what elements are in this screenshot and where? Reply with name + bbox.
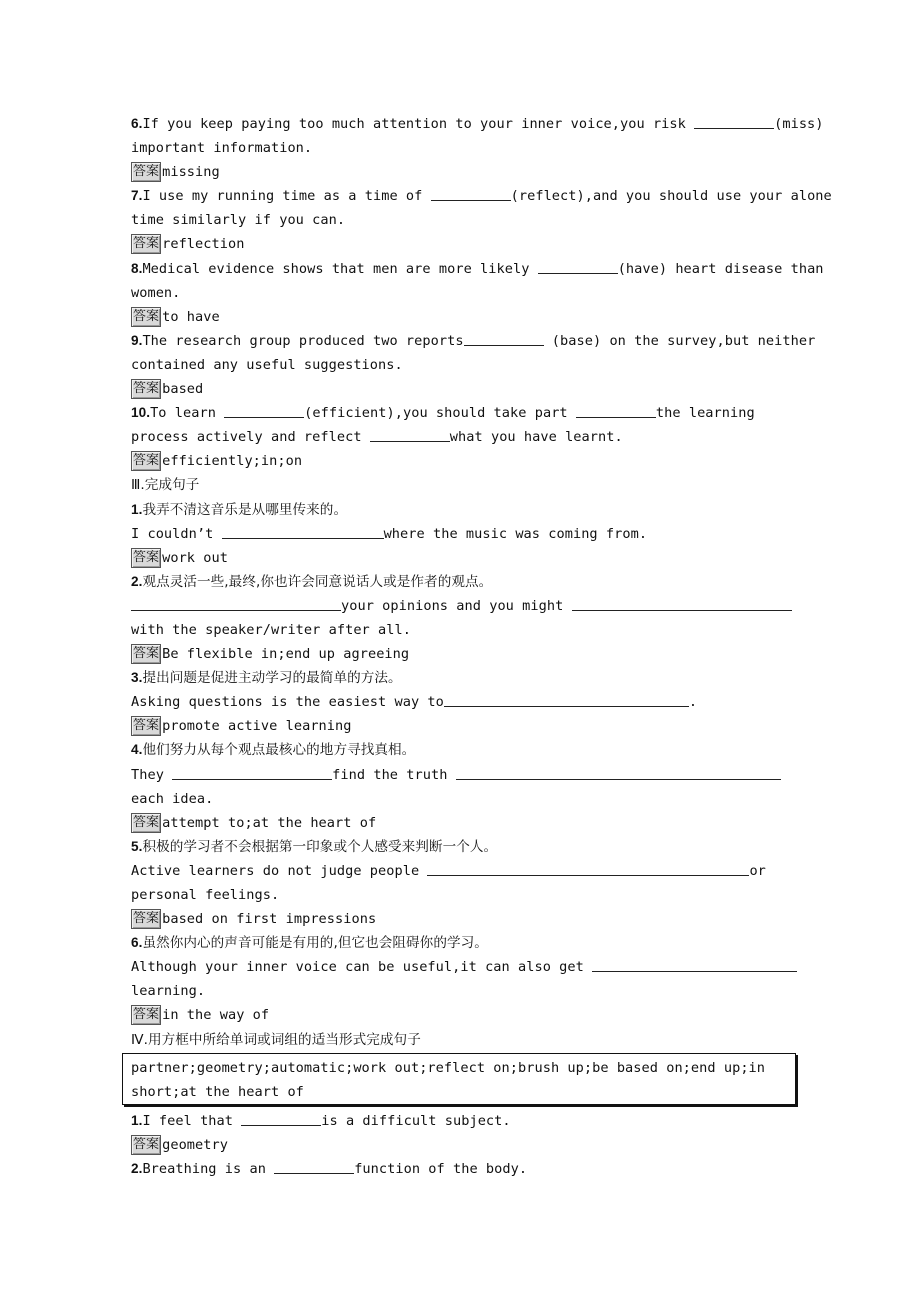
answer-badge: 答案 <box>131 307 161 327</box>
answer-row: 答案 in the way of <box>133 1007 270 1024</box>
sentence-3-1: I couldn’t where the music was coming from. <box>131 525 648 542</box>
answer-row: 答案 to have <box>133 308 220 325</box>
answer-badge: 答案 <box>131 451 161 471</box>
answer-badge: 答案 <box>131 234 161 254</box>
answer-badge: 答案 <box>131 1005 161 1025</box>
answer-blank[interactable] <box>172 765 332 780</box>
answer-row: 答案 attempt to;at the heart of <box>133 814 377 831</box>
question-10: 10.To learn (efficient),you should take part the learning <box>131 405 755 422</box>
answer-row: 答案 efficiently;in;on <box>133 453 303 470</box>
answer-badge: 答案 <box>131 909 161 929</box>
answer-badge: 答案 <box>131 379 161 399</box>
answer-row: 答案 reflection <box>133 236 245 253</box>
answer-badge: 答案 <box>131 548 161 568</box>
sentence-3-2: your opinions and you might <box>131 594 791 618</box>
word-bank-box: partner;geometry;automatic;work out;reflect on;brush up;be based on;end up;in short;at the heart of <box>122 1053 796 1105</box>
answer-row: 答案 based <box>133 381 204 398</box>
question-8: 8.Medical evidence shows that men are more likely (have) heart disease than <box>131 260 824 277</box>
answer-blank[interactable] <box>241 1111 321 1126</box>
section-3-heading: Ⅲ.完成句子 <box>131 477 200 494</box>
answer-blank[interactable] <box>456 765 781 780</box>
answer-blank[interactable] <box>131 596 341 611</box>
sentence-3-6: Although your inner voice can be useful,it can also get <box>131 955 791 979</box>
answer-badge: 答案 <box>131 813 161 833</box>
worksheet-page: 6.If you keep paying too much attention to your inner voice,you risk (miss) important information. 答案 missing 7.I use my running time as a time of (reflect),and you should use your alone time similarly if you can. 答案 reflection 8.Medical evidence shows that men are more likely (have) heart disease than women. 答案 to have 9.The research group produced two reports (base) on the survey,but neither contained any useful suggestions. 答案 based 10.To learn (efficient),you should take part the learning process actively and reflect what you have learnt. 答案 efficiently;in;on Ⅲ.完成句子 1.我弄不清这音乐是从哪里传来的。 I couldn’t where the music was coming from. 答案 work out 2.观点灵活一些,最终,你也许会同意说话人或是作者的观点。 your opinions and you might with the speaker/writer after all. 答案 Be flexible in;end up agreeing 3.提出问题是促进主动学习的最简单的方法。 Asking questions is the easiest way to . 答案 promote active learning 4.他们努力从每个观点最核心的地方寻找真相。 They find the truth each idea. 答案 attempt to;at the heart of 5.积极的学习者不会根据第一印象或个人感受来判断一个人。 Active learners do not judge people or personal feelings. 答案 based on first impressions 6.虽然你内心的声音可能是有用的,但它也会阻碍你的学习。 Although your inner voice can be useful,it can also get learning. 答案 in the way of Ⅳ.用方框中所给单词或词组的适当形式完成句子 <box>131 112 791 1052</box>
answer-blank[interactable] <box>274 1159 354 1174</box>
answer-row: 答案 Be flexible in;end up agreeing <box>133 646 410 663</box>
answer-row: 答案 missing <box>133 164 220 181</box>
answer-row: 答案 geometry <box>133 1137 228 1154</box>
answer-blank[interactable] <box>592 957 797 972</box>
answer-blank[interactable] <box>538 259 618 274</box>
answer-blank[interactable] <box>694 114 774 129</box>
answer-badge: 答案 <box>131 644 161 664</box>
question-7: 7.I use my running time as a time of (reflect),and you should use your alone <box>131 188 832 205</box>
section-4-questions <box>131 1109 791 1181</box>
sentence-3-3: Asking questions is the easiest way to . <box>131 694 698 711</box>
answer-row: 答案 based on first impressions <box>133 911 377 928</box>
question-6: 6.If you keep paying too much attention to your inner voice,you risk (miss) <box>131 116 824 132</box>
answer-blank[interactable] <box>444 692 689 707</box>
answer-blank[interactable] <box>222 524 384 539</box>
sentence-4-1: 1.I feel that is a difficult subject. <box>131 1113 511 1129</box>
answer-badge: 答案 <box>131 162 161 182</box>
answer-blank[interactable] <box>427 861 749 876</box>
section-4-heading: Ⅳ.用方框中所给单词或词组的适当形式完成句子 <box>131 1031 421 1048</box>
answer-blank[interactable] <box>464 331 544 346</box>
answer-row: 答案 promote active learning <box>133 718 352 735</box>
sentence-4-2: 2.Breathing is an function of the body. <box>131 1161 528 1178</box>
sentence-3-4: They find the truth <box>131 763 791 787</box>
answer-blank[interactable] <box>431 186 511 201</box>
answer-badge: 答案 <box>131 716 161 736</box>
answer-blank[interactable] <box>576 403 656 418</box>
sentence-3-5: Active learners do not judge people or <box>131 862 766 879</box>
question-9: 9.The research group produced two reports (base) on the survey,but neither <box>131 332 816 349</box>
answer-blank[interactable] <box>224 403 304 418</box>
answer-blank[interactable] <box>370 427 450 442</box>
answer-row: 答案 work out <box>133 549 228 566</box>
answer-badge: 答案 <box>131 1135 161 1155</box>
answer-blank[interactable] <box>572 596 792 611</box>
